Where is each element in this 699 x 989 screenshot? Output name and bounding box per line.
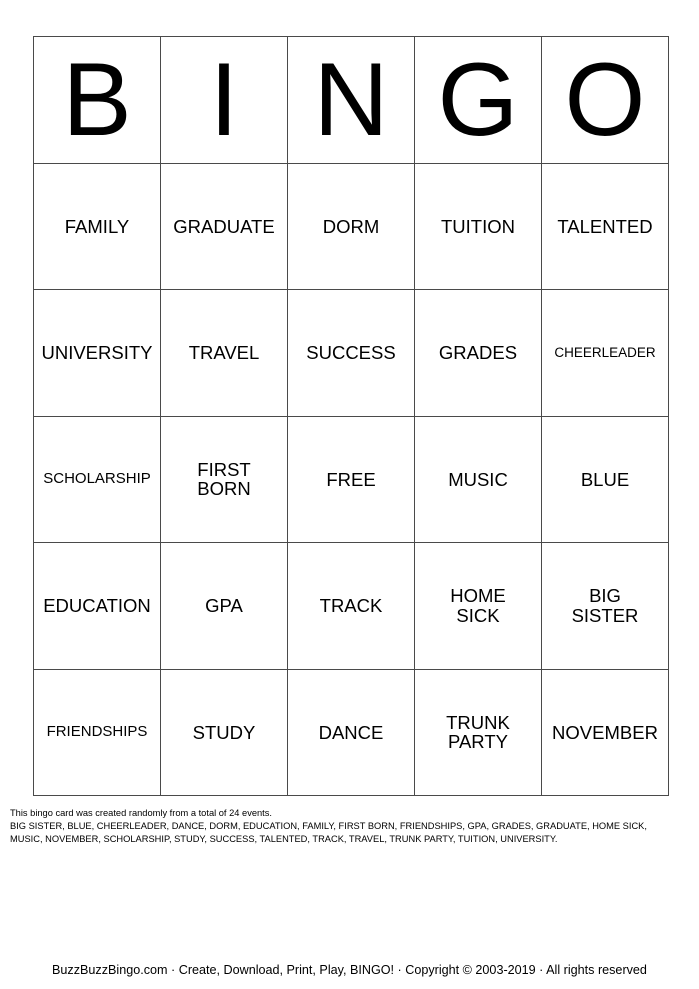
card-row — [34, 669, 669, 796]
card-row — [34, 543, 669, 670]
card-cell: TRUNK PARTY — [415, 669, 542, 796]
header-letter-b: B — [34, 37, 161, 164]
info-word-list-2: MUSIC, NOVEMBER, SCHOLARSHIP, STUDY, SUCCESS, TALENTED, TRACK, TRAVEL, TRUNK PARTY, TUITION, UNIVERSITY. — [10, 834, 558, 844]
card-cell: EDUCATION — [34, 543, 161, 670]
info-word-list-1: BIG SISTER, BLUE, CHEERLEADER, DANCE, DORM, EDUCATION, FAMILY, FIRST BORN, FRIENDSHIPS, GPA, GRADES, GRADUATE, HOME SICK, — [10, 821, 647, 831]
card-cell: UNIVERSITY — [34, 290, 161, 417]
card-cell: FIRST BORN — [161, 416, 288, 543]
header-letter-n: N — [288, 37, 415, 164]
card-cell: BLUE — [542, 416, 669, 543]
card-row — [34, 163, 669, 290]
card-cell: BIG SISTER — [542, 543, 669, 670]
card-cell: GRADUATE — [161, 163, 288, 290]
card-cell: TRACK — [288, 543, 415, 670]
card-cell: DORM — [288, 163, 415, 290]
card-cell: HOME SICK — [415, 543, 542, 670]
card-cell: SUCCESS — [288, 290, 415, 417]
card-cell: MUSIC — [415, 416, 542, 543]
card-cell: GRADES — [415, 290, 542, 417]
header-row — [34, 37, 669, 164]
card-cell: STUDY — [161, 669, 288, 796]
card-cell: DANCE — [288, 669, 415, 796]
header-letter-i: I — [161, 37, 288, 164]
card-cell: TRAVEL — [161, 290, 288, 417]
card-cell: SCHOLARSHIP — [34, 416, 161, 543]
card-cell: GPA — [161, 543, 288, 670]
bingo-card — [33, 36, 669, 796]
card-cell: TALENTED — [542, 163, 669, 290]
card-cell-free: FREE — [288, 416, 415, 543]
info-summary: This bingo card was created randomly from a total of 24 events. — [10, 808, 272, 818]
footer-copyright: BuzzBuzzBingo.com · Create, Download, Print, Play, BINGO! · Copyright © 2003-2019 · All rights reserved — [52, 963, 647, 977]
card-cell: CHEERLEADER — [542, 290, 669, 417]
card-row — [34, 416, 669, 543]
card-cell: TUITION — [415, 163, 542, 290]
card-row — [34, 290, 669, 417]
card-cell: NOVEMBER — [542, 669, 669, 796]
card-info — [10, 807, 690, 846]
header-letter-o: O — [542, 37, 669, 164]
card-cell: FAMILY — [34, 163, 161, 290]
card-cell: FRIENDSHIPS — [34, 669, 161, 796]
header-letter-g: G — [415, 37, 542, 164]
